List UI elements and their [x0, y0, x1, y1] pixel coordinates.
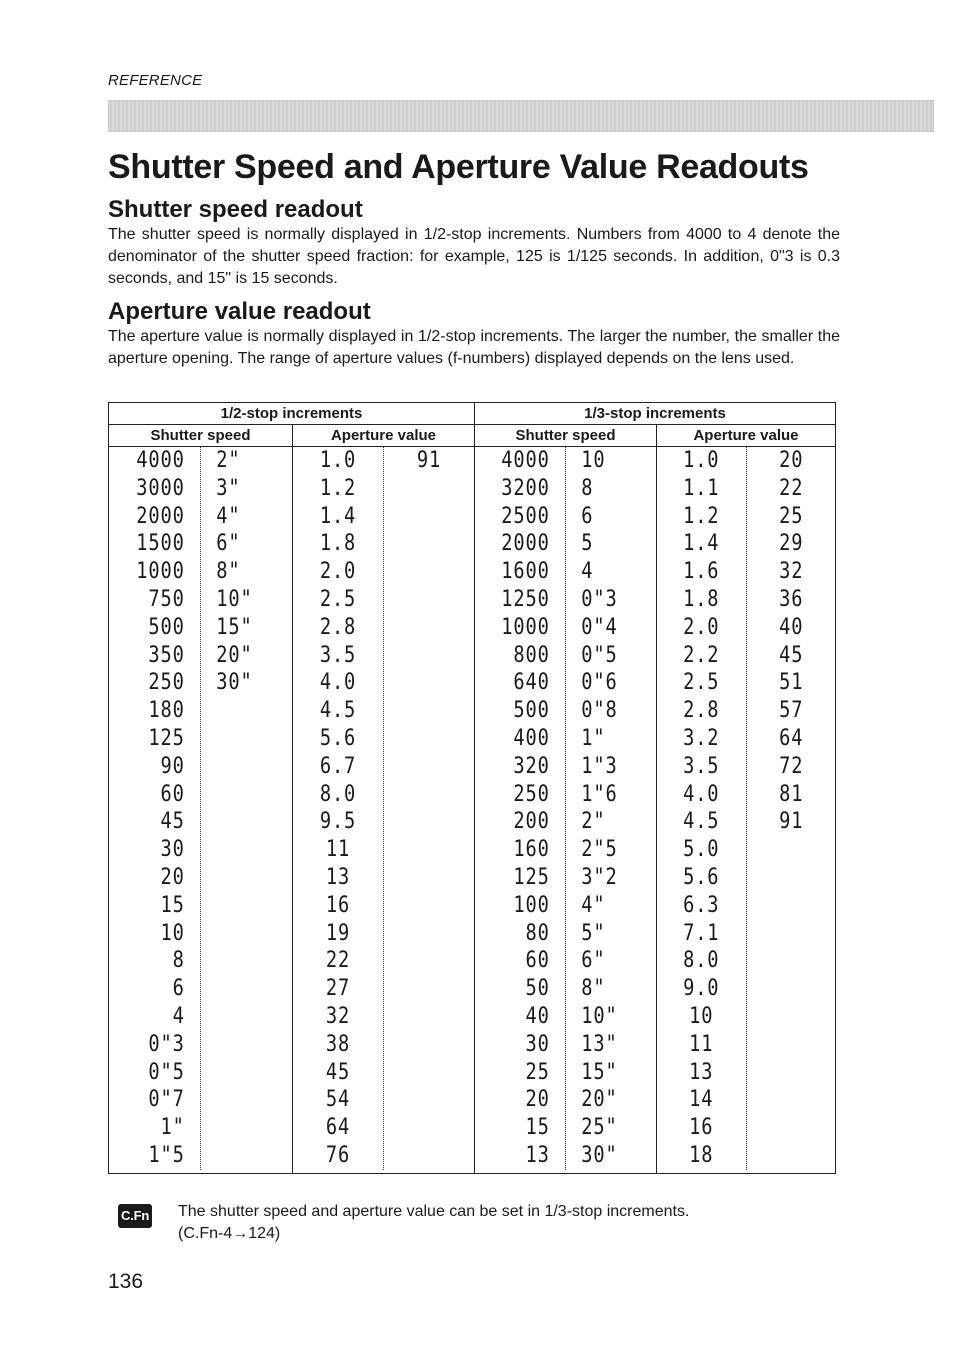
readout-value: 2000: [501, 531, 550, 557]
readout-value: 640: [513, 670, 550, 696]
readout-value: 8": [581, 976, 606, 1002]
readout-value: 1.2: [319, 475, 357, 501]
readout-value: 6: [172, 976, 185, 1002]
readout-value: 0"5: [148, 1059, 185, 1085]
readout-value: 72: [778, 753, 803, 779]
readout-value: 15: [160, 892, 185, 918]
readout-value: 91: [416, 448, 442, 473]
readout-value: 2"5: [581, 837, 618, 863]
readout-value: 4": [216, 503, 241, 529]
readout-value: 20": [581, 1087, 618, 1113]
third-aperture-header: Aperture value: [657, 425, 836, 447]
readout-value: 13: [525, 1142, 550, 1168]
half-stop-title: 1/2-stop increments: [109, 403, 475, 425]
readout-value: 45: [778, 642, 803, 668]
readout-value: 350: [148, 642, 185, 668]
readout-value: 6.7: [319, 753, 357, 779]
readout-value: 15": [216, 614, 253, 640]
readout-value: 0"3: [148, 1031, 185, 1057]
readout-value: 90: [160, 753, 185, 779]
readout-value: 20: [160, 864, 185, 890]
readout-value: 51: [778, 670, 803, 696]
readout-value: 6: [581, 503, 594, 529]
third-shutter-list-b: [566, 447, 656, 1170]
readout-value: 32: [325, 1003, 351, 1029]
readout-value: 8.0: [683, 948, 720, 974]
readout-value: 40: [525, 1003, 550, 1029]
readout-value: 2.2: [683, 642, 720, 668]
section-label: REFERENCE: [108, 72, 203, 89]
readout-value: 4: [172, 1003, 185, 1029]
readout-value: 64: [325, 1115, 351, 1141]
readout-value: 1250: [501, 586, 550, 612]
readout-value: 25: [778, 503, 803, 529]
half-shutter-column: [109, 447, 293, 1174]
readout-value: 19: [325, 920, 351, 946]
readout-value: 2": [216, 448, 241, 473]
readout-value: 3"2: [581, 864, 618, 890]
readout-value: 0"8: [581, 698, 618, 724]
half-shutter-list-a: [109, 447, 201, 1170]
readout-value: 3": [216, 475, 241, 501]
readout-value: 1600: [501, 559, 550, 585]
readout-value: 30: [525, 1031, 550, 1057]
readout-value: 4: [581, 559, 594, 585]
readout-value: 54: [325, 1087, 351, 1113]
readout-value: 18: [689, 1142, 714, 1168]
readout-value: 1.4: [683, 531, 720, 557]
readout-value: 1.0: [683, 448, 720, 473]
readout-value: 60: [160, 781, 185, 807]
readout-value: 15": [581, 1059, 618, 1085]
readout-value: 2.8: [683, 698, 720, 724]
readout-value: 100: [513, 892, 550, 918]
readout-value: 1"3: [581, 753, 618, 779]
readout-value: 3.5: [319, 642, 357, 668]
readout-value: 0"4: [581, 614, 618, 640]
readout-value: 1000: [136, 559, 185, 585]
readout-value: 5: [581, 531, 594, 557]
readout-value: 15: [525, 1115, 550, 1141]
readout-value: 250: [513, 781, 550, 807]
readout-value: 27: [325, 976, 351, 1002]
half-aperture-column: [293, 447, 475, 1174]
readout-value: 38: [325, 1031, 351, 1057]
readout-value: 8": [216, 559, 241, 585]
readout-value: 9.0: [683, 976, 720, 1002]
readout-value: 0"3: [581, 586, 618, 612]
readout-value: 1.8: [683, 586, 720, 612]
readout-value: 2500: [501, 503, 550, 529]
readout-value: 1": [160, 1115, 185, 1141]
shutter-paragraph: The shutter speed is normally displayed in 1/2-stop increments. Numbers from 4000 to 4 denote the denominator of the shutter speed fraction: for example, 125 is 1/125 seconds. In addition, 0"3 is 0.3 seconds, and 15" is 15 seconds.: [108, 226, 840, 287]
readout-value: 0"6: [581, 670, 618, 696]
readout-value: 2.0: [683, 614, 720, 640]
readout-value: 5.0: [683, 837, 720, 863]
readout-table: [108, 402, 836, 1174]
readout-value: 20": [216, 642, 253, 668]
note-reference: (C.Fn-4→124): [178, 1225, 281, 1242]
readout-value: 0"5: [581, 642, 618, 668]
readout-value: 4.5: [319, 698, 357, 724]
readout-value: 57: [778, 698, 803, 724]
readout-value: 11: [325, 837, 351, 863]
readout-value: 500: [513, 698, 550, 724]
page-number: 136: [108, 1270, 144, 1293]
readout-value: 6.3: [683, 892, 720, 918]
readout-value: 5.6: [319, 725, 357, 751]
readout-value: 20: [778, 448, 803, 473]
readout-value: 1.6: [683, 559, 720, 585]
readout-value: 1"5: [148, 1142, 185, 1168]
readout-value: 4.5: [683, 809, 720, 835]
readout-value: 36: [778, 586, 803, 612]
readout-value: 320: [513, 753, 550, 779]
half-aperture-header: Aperture value: [293, 425, 475, 447]
readout-value: 4000: [501, 448, 550, 473]
readout-value: 16: [689, 1115, 714, 1141]
readout-value: 200: [513, 809, 550, 835]
readout-value: 30: [160, 837, 185, 863]
readout-value: 80: [525, 920, 550, 946]
readout-value: 45: [325, 1059, 351, 1085]
readout-value: 22: [325, 948, 351, 974]
readout-value: 9.5: [319, 809, 357, 835]
readout-value: 11: [689, 1031, 714, 1057]
readout-value: 32: [778, 559, 803, 585]
readout-value: 800: [513, 642, 550, 668]
readout-value: 13": [581, 1031, 618, 1057]
readout-value: 2000: [136, 503, 185, 529]
readout-value: 1.0: [319, 448, 357, 473]
readout-value: 60: [525, 948, 550, 974]
shutter-heading: Shutter speed readout: [108, 196, 363, 223]
readout-value: 10: [160, 920, 185, 946]
readout-value: 22: [778, 475, 803, 501]
note-text: The shutter speed and aperture value can be set in 1/3-stop increments.: [178, 1203, 690, 1220]
readout-value: 4000: [136, 448, 185, 473]
readout-value: 45: [160, 809, 185, 835]
readout-value: 29: [778, 531, 803, 557]
readout-value: 125: [513, 864, 550, 890]
cfn-note: [118, 1201, 818, 1245]
readout-value: 64: [778, 725, 803, 751]
readout-value: 1500: [136, 531, 185, 557]
readout-value: 2.8: [319, 614, 357, 640]
readout-value: 10": [581, 1003, 618, 1029]
readout-value: 3.5: [683, 753, 720, 779]
readout-value: 10": [216, 586, 253, 612]
aperture-paragraph: The aperture value is normally displayed in 1/2-stop increments. The larger the number, the smaller the aperture opening. The range of aperture values (f-numbers) displayed depends on the lens used.: [108, 328, 840, 367]
readout-value: 8: [172, 948, 185, 974]
readout-value: 8.0: [319, 781, 357, 807]
readout-value: 0"7: [148, 1087, 185, 1113]
third-aperture-list-b: [747, 447, 836, 1170]
readout-value: 30": [216, 670, 253, 696]
readout-value: 5.6: [683, 864, 720, 890]
readout-value: 1.4: [319, 503, 357, 529]
page-title: Shutter Speed and Aperture Value Readouts: [108, 148, 809, 186]
readout-value: 2.5: [319, 586, 357, 612]
readout-value: 40: [778, 614, 803, 640]
readout-value: 8: [581, 475, 594, 501]
readout-value: 500: [148, 614, 185, 640]
third-shutter-header: Shutter speed: [475, 425, 657, 447]
half-shutter-list-b: [201, 447, 292, 1170]
readout-value: 16: [325, 892, 351, 918]
readout-value: 13: [689, 1059, 714, 1085]
readout-value: 2.0: [319, 559, 357, 585]
readout-value: 125: [148, 725, 185, 751]
readout-value: 3.2: [683, 725, 720, 751]
readout-value: 25: [525, 1059, 550, 1085]
third-shutter-column: [475, 447, 657, 1174]
readout-value: 3000: [136, 475, 185, 501]
readout-value: 6": [581, 948, 606, 974]
readout-value: 250: [148, 670, 185, 696]
readout-value: 3200: [501, 475, 550, 501]
readout-value: 25": [581, 1115, 618, 1141]
readout-value: 750: [148, 586, 185, 612]
readout-value: 50: [525, 976, 550, 1002]
readout-value: 1000: [501, 614, 550, 640]
readout-value: 160: [513, 837, 550, 863]
readout-value: 30": [581, 1142, 618, 1168]
readout-value: 2": [581, 809, 606, 835]
half-aperture-list-a: [293, 447, 384, 1170]
readout-value: 400: [513, 725, 550, 751]
readout-value: 1.8: [319, 531, 357, 557]
readout-value: 4.0: [319, 670, 357, 696]
readout-value: 76: [325, 1142, 351, 1168]
readout-value: 14: [689, 1087, 714, 1113]
half-aperture-list-b: [384, 447, 474, 1170]
readout-value: 1.1: [683, 475, 720, 501]
readout-value: 1.2: [683, 503, 720, 529]
half-shutter-header: Shutter speed: [109, 425, 293, 447]
readout-value: 10: [689, 1003, 714, 1029]
readout-value: 81: [778, 781, 803, 807]
third-aperture-list-a: [657, 447, 747, 1170]
readout-value: 2.5: [683, 670, 720, 696]
readout-value: 13: [325, 864, 351, 890]
third-stop-title: 1/3-stop increments: [475, 403, 836, 425]
header-band: [108, 100, 934, 132]
readout-value: 20: [525, 1087, 550, 1113]
readout-value: 5": [581, 920, 606, 946]
readout-value: 7.1: [683, 920, 720, 946]
third-aperture-column: [657, 447, 836, 1174]
readout-value: 4.0: [683, 781, 720, 807]
cfn-badge: C.Fn: [118, 1204, 152, 1228]
readout-value: 4": [581, 892, 606, 918]
readout-value: 180: [148, 698, 185, 724]
readout-value: 91: [778, 809, 803, 835]
aperture-heading: Aperture value readout: [108, 298, 371, 325]
readout-value: 1": [581, 725, 606, 751]
readout-value: 10: [581, 448, 606, 473]
readout-value: 6": [216, 531, 241, 557]
third-shutter-list-a: [475, 447, 566, 1170]
readout-value: 1"6: [581, 781, 618, 807]
